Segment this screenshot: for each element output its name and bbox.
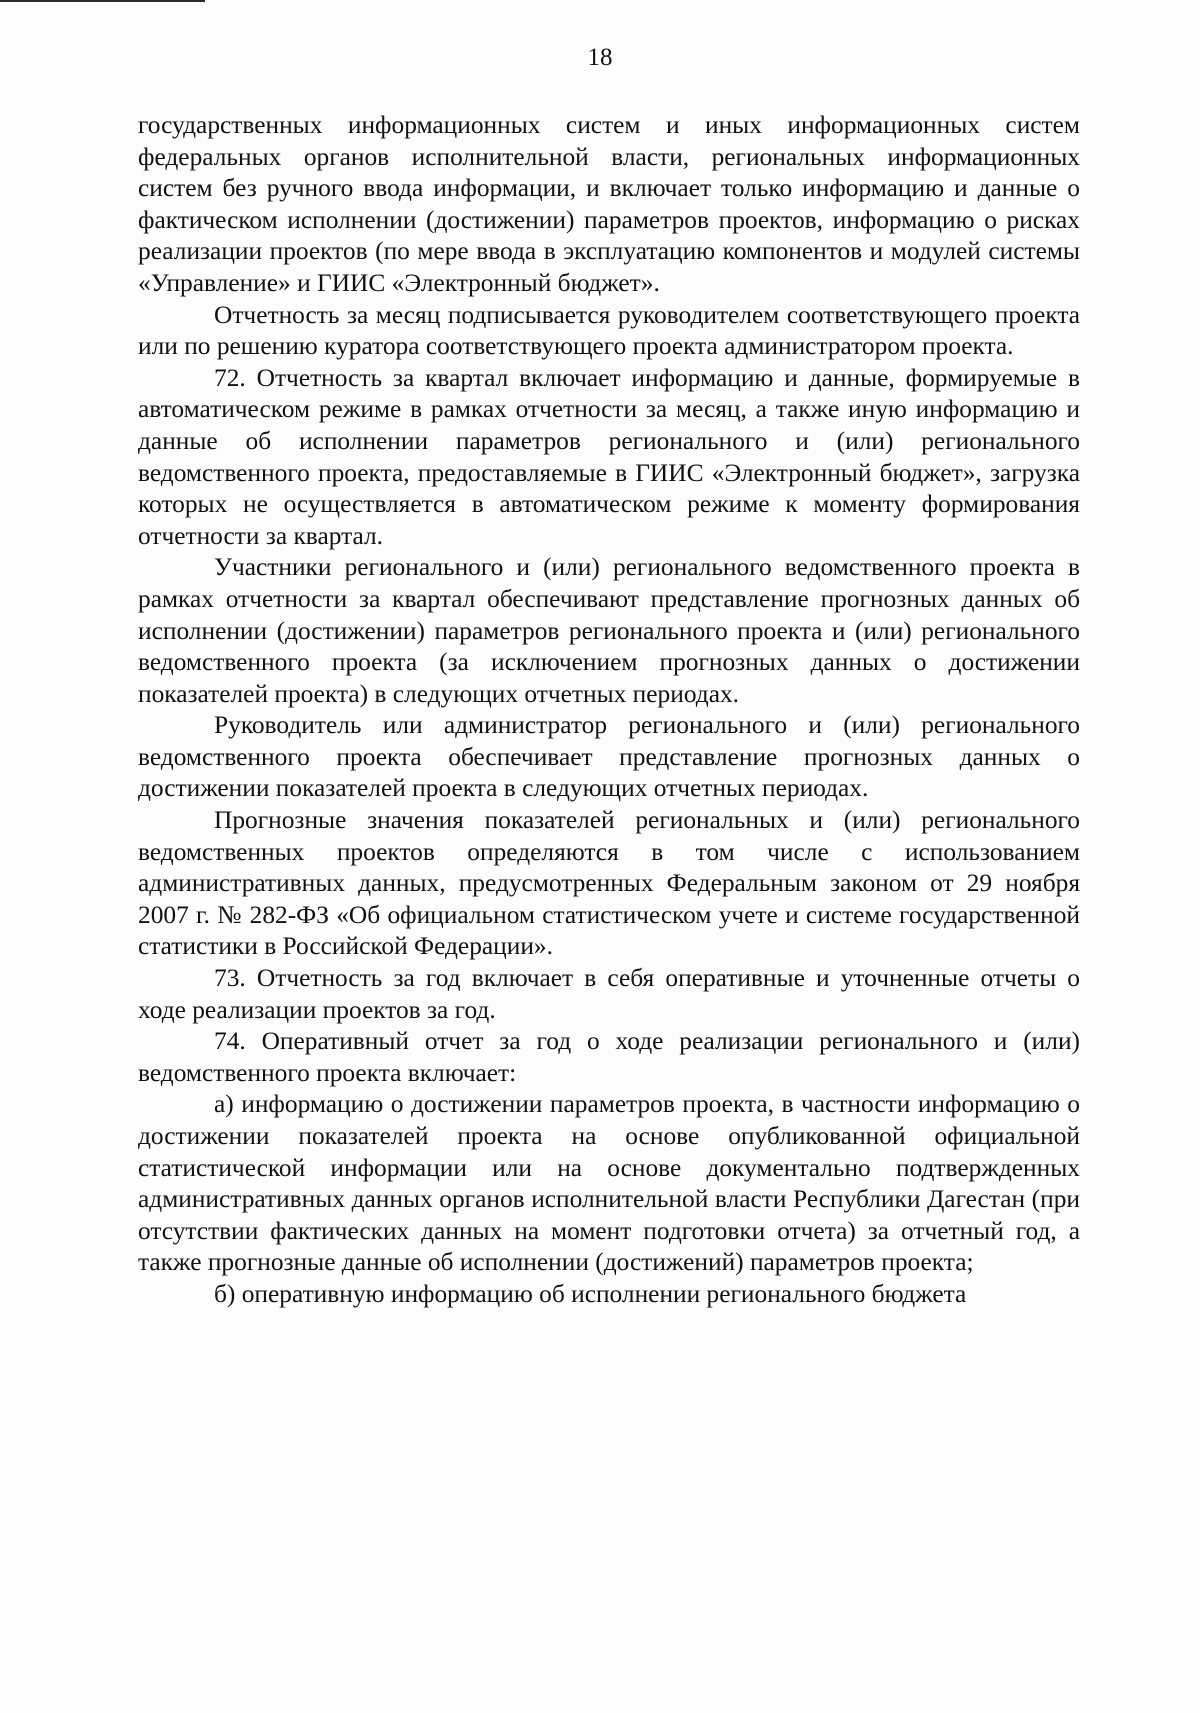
paragraph-continuation: государственных информационных систем и иных информационных систем федеральных органов исполнительной власти, региональных информационных систем без ручного ввода информации, и включает только информацию и данные о фактическом исполнении (достижении) параметров проектов, информацию о рисках реализации проектов (по мере ввода в эксплуатацию компонентов и модулей системы «Управление» и ГИИС «Электронный бюджет». — [138, 111, 1080, 297]
paragraph-project-head: Руководитель или администратор регионального и (или) регионального ведомственного проекта обеспечивает представление прогнозных данных о достижении показателей проекта в следующих отчетных периодах. — [138, 711, 1080, 803]
paragraph-monthly-report-signing: Отчетность за месяц подписывается руководителем соответствующего проекта или по решению куратора соответствующего проекта администратором проекта. — [138, 300, 1080, 361]
top-edge-rule — [0, 0, 205, 2]
page-number: 18 — [587, 44, 613, 71]
paragraph-74-a: а) информацию о достижении параметров проекта, в частности информацию о достижении показателей проекта на основе опубликованной официальной статистической информации или на основе документально подтвержденных административных данных органов исполнительной власти Республики Дагестан (при отсутствии фактических данных на момент подготовки отчета) за отчетный год, а также прогнозные данные об исполнении (достижений) параметров проекта; — [138, 1090, 1080, 1277]
paragraph-72: 72. Отчетность за квартал включает информацию и данные, формируемые в автоматическом режиме в рамках отчетности за месяц, а также иную информацию и данные об исполнении параметров регионального и (или) регионального ведомственного проекта, предоставляемые в ГИИС «Электронный бюджет», загрузка которых не осуществляется в автоматическом режиме к моменту формирования отчетности за квартал. — [138, 363, 1080, 550]
paragraph-74: 74. Оперативный отчет за год о ходе реализации регионального и (или) ведомственного проекта включает: — [138, 1027, 1080, 1087]
document-body — [138, 110, 1080, 1311]
paragraph-participants: Участники регионального и (или) регионального ведомственного проекта в рамках отчетности за квартал обеспечивают представление прогнозных данных об исполнении (достижении) параметров регионального проекта и (или) регионального ведомственного проекта (за исключением прогнозных данных о достижении показателей проекта) в следующих отчетных периодах. — [138, 553, 1080, 708]
paragraph-74-b: б) оперативную информацию об исполнении регионального бюджета — [214, 1279, 967, 1308]
paragraph-73: 73. Отчетность за год включает в себя оперативные и уточненные отчеты о ходе реализации проектов за год. — [138, 964, 1080, 1024]
paragraph-forecast-values: Прогнозные значения показателей региональных и (или) регионального ведомственных проектов определяются в том числе с использованием административных данных, предусмотренных Федеральным законом от 29 ноября 2007 г. № 282-ФЗ «Об официальном статистическом учете и системе государственной статистики в Российской Федерации». — [138, 806, 1080, 961]
